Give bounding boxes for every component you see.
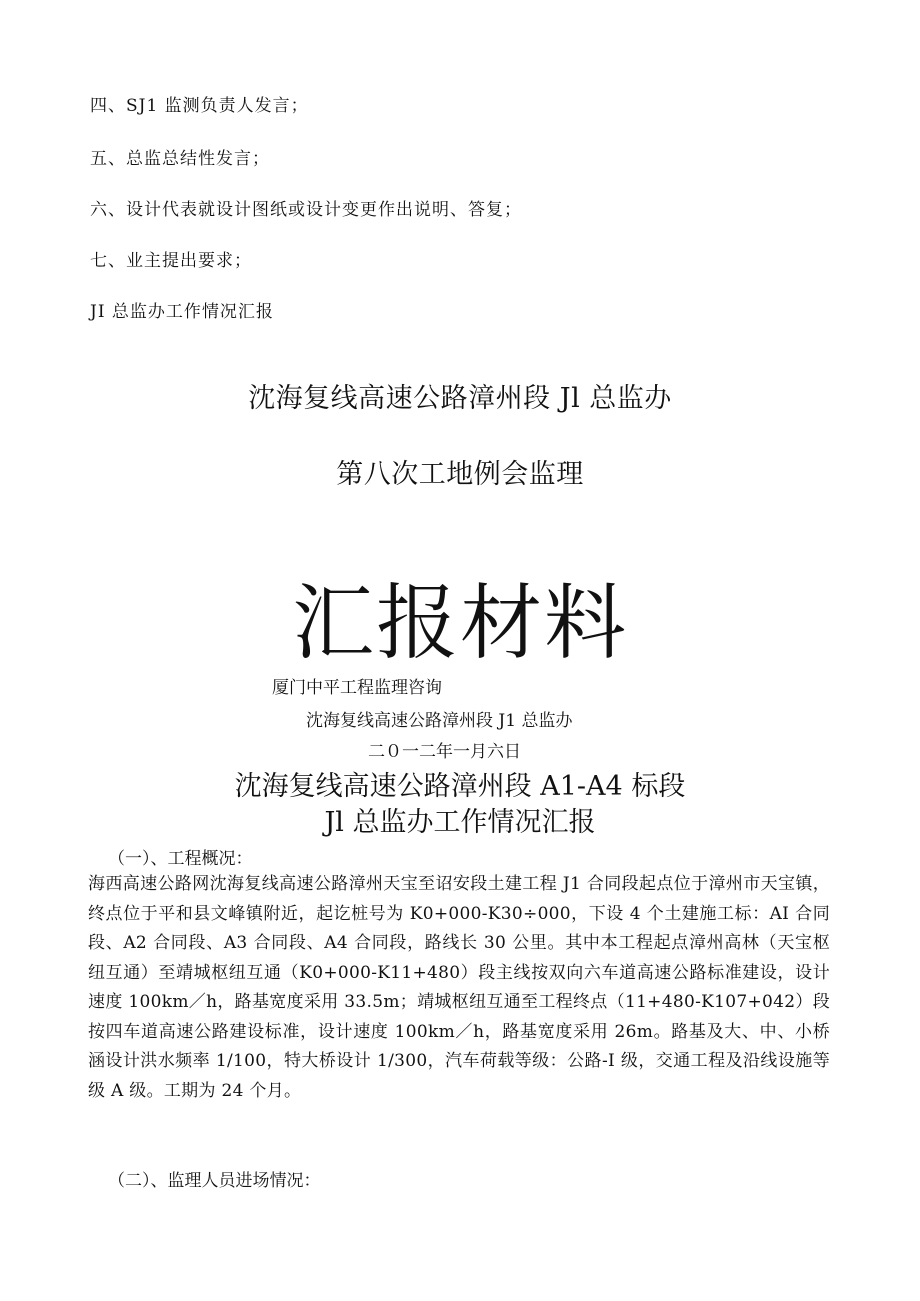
report-title-line2: Jl 总监办工作情况汇报 [324, 807, 596, 838]
agenda-item-5: 五、总监总结性发言； [90, 149, 270, 169]
section2-heading: （二）、监理人员进场情况： [108, 1171, 321, 1191]
office-name: 沈海复线高速公路漳州段 J1 总监办 [306, 711, 573, 731]
report-title-line1: 沈海复线高速公路漳州段 A1-A4 标段 [234, 771, 686, 802]
cover-big-title: 汇报材料 [291, 576, 628, 671]
section1-body: 海西高速公路网沈海复线高速公路漳州天宝至诏安段土建工程 J1 合同段起点位于漳州市天宝镇，终点位于平和县文峰镇附近，起讫桩号为 K0+000-K30÷000，下设 4 个土建施工标：AI 合同段、A2 合同段、A3 合同段、A4 合同段，路线长 30 公里。其中本工程起点漳州高林（天宝枢纽互通）至靖城枢纽互通（K0+000-K11+480）段主线按双向六车道高速公路标准建设，设计速度 100km／h，路基宽度采用 33.5m；靖城枢纽互通至工程终点（11+480-K107+042）段按四车道高速公路建设标准，设计速度 100km／h，路基宽度采用 26m。路基及大、中、小桥涵设计洪水频率 1/100，特大桥设计 1/300，汽车荷载等级：公路-I 级，交通工程及沿线设施等级 A 级。工期为 24 个月。 [88, 874, 830, 1101]
agenda-item-7: 七、业主提出要求； [90, 251, 252, 271]
agenda-item-6: 六、设计代表就设计图纸或设计变更作出说明、答复； [90, 200, 522, 220]
cover-title-line1: 沈海复线高速公路漳州段 Jl 总监办 [248, 383, 672, 414]
report-date: 二０一二年一月六日 [368, 742, 521, 762]
company-name: 厦门中平工程监理咨询 [272, 678, 442, 698]
report-reference: JI 总监办工作情况汇报 [90, 302, 274, 322]
agenda-item-4: 四、SJ1 监测负责人发言； [90, 96, 309, 116]
section1-heading: （一）、工程概况： [108, 849, 253, 869]
cover-title-line2: 第八次工地例会监理 [336, 459, 584, 490]
